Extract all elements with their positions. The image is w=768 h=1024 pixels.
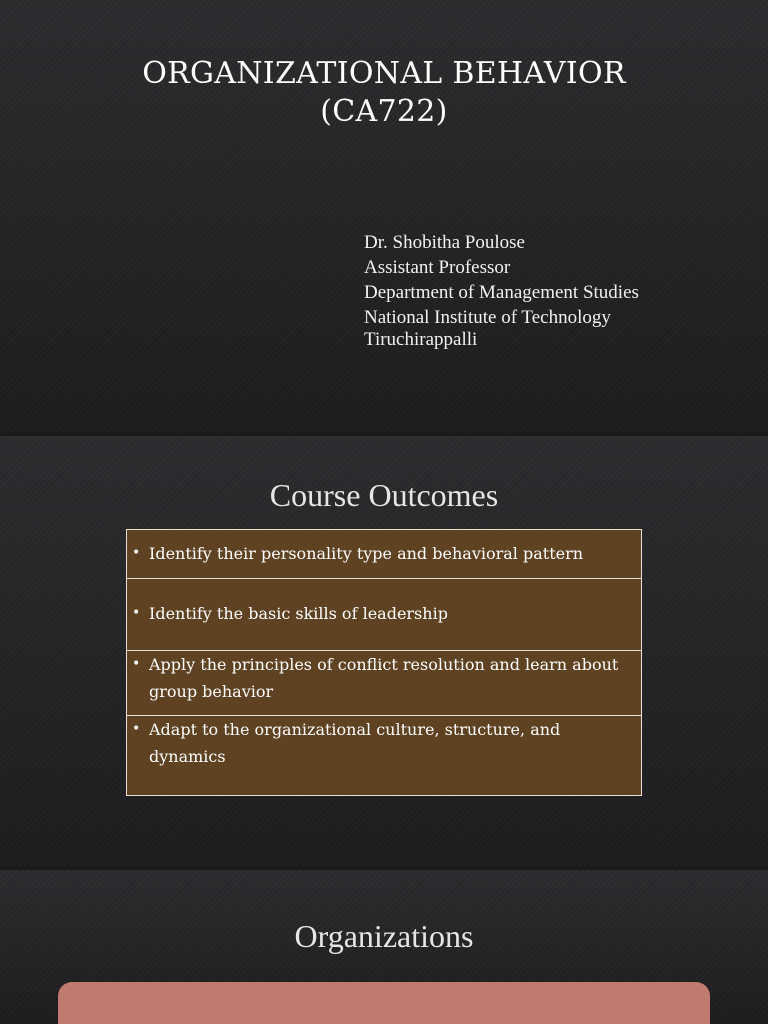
outcome-text: Identify the basic skills of leadership [149,604,448,623]
author-block [364,230,639,350]
highlight-box [58,982,710,1024]
outcome-row [127,579,641,651]
course-outcomes-slide [0,436,768,866]
outcome-text: Apply the principles of conflict resolution and learn about group behavior [149,655,619,701]
author-position: Assistant Professor [364,257,511,278]
slide-title: Course Outcomes [269,477,499,513]
organizations-slide [0,870,768,1024]
outcome-text: Identify their personality type and behavioral pattern [149,544,584,563]
bullet-icon: • [132,721,141,737]
author-department: Department of Management Studies [364,282,639,303]
outcome-text: Adapt to the organizational culture, structure, and dynamics [149,720,561,766]
slide-title: Organizations [294,918,474,954]
bullet-icon: • [132,605,141,621]
bullet-icon: • [132,656,141,672]
course-code: (CA722) [320,94,448,129]
title-slide [0,0,768,432]
outcome-row [127,716,641,795]
course-title-line1: ORGANIZATIONAL BEHAVIOR [142,56,626,91]
author-name: Dr. Shobitha Poulose [364,232,525,253]
bullet-icon: • [132,545,141,561]
author-institute: National Institute of Technology [364,307,611,328]
author-city: Tiruchirappalli [364,329,478,350]
outcome-row [127,651,641,716]
outcomes-table [126,529,642,796]
course-title [0,55,768,131]
outcome-row [127,530,641,579]
